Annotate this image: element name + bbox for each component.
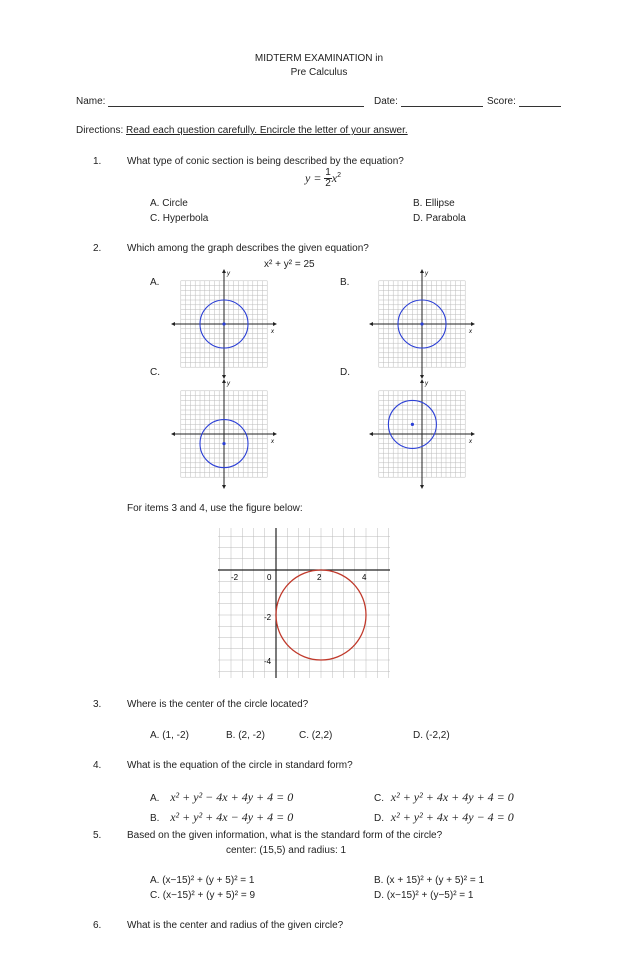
q2-option-d[interactable]: D. <box>340 367 350 378</box>
figure-note: For items 3 and 4, use the figure below: <box>127 503 303 514</box>
graph-a-y-arrow <box>222 269 226 273</box>
q1-equation: y = $\frac{1}{2}$ $x^2$ <box>305 167 342 189</box>
graph-c-x-arrow <box>273 432 277 436</box>
graph-d-y-arrow <box>420 485 424 489</box>
q2-number: 2. <box>93 243 102 254</box>
score-field[interactable] <box>487 96 561 107</box>
q5-number: 5. <box>93 830 102 841</box>
q5-option-d[interactable]: D. (x−15)² + (y−5)² = 1 <box>374 890 474 901</box>
q4-option-c[interactable]: C. x² + y² + 4x + 4y + 4 = 0 <box>374 790 514 804</box>
q3-option-d[interactable]: D. (-2,2) <box>413 730 450 741</box>
q1-option-b[interactable]: B. Ellipse <box>413 198 455 209</box>
graph-d[interactable] <box>368 378 476 490</box>
graph-c[interactable] <box>170 378 278 490</box>
q2-option-b[interactable]: B. <box>340 277 350 288</box>
graph-d-x-arrow <box>471 432 475 436</box>
graph-d-x-arrow <box>369 432 373 436</box>
q4-text: What is the equation of the circle in standard form? <box>127 760 353 771</box>
graph-c-x-arrow <box>171 432 175 436</box>
q1-option-a[interactable]: A. Circle <box>150 198 188 209</box>
date-field[interactable] <box>374 96 483 107</box>
graph-b-y-label: y <box>425 271 428 277</box>
circle-figure <box>218 528 390 678</box>
q3-option-a[interactable]: A. (1, -2) <box>150 730 189 741</box>
q6-number: 6. <box>93 920 102 931</box>
graph-c-y-label: y <box>227 381 230 387</box>
q4-option-a[interactable]: A. x² + y² − 4x + 4y + 4 = 0 <box>150 790 294 804</box>
q4-option-b[interactable]: B. x² + y² + 4x − 4y + 4 = 0 <box>150 810 294 824</box>
graph-b-center-dot <box>420 322 423 325</box>
figure-tick-x-0: 0 <box>267 573 272 582</box>
figure-tick-x-4: 4 <box>362 573 367 582</box>
graph-b-x-arrow <box>369 322 373 326</box>
graph-a-x-arrow <box>171 322 175 326</box>
name-blank <box>108 96 364 107</box>
q5-given: center: (15,5) and radius: 1 <box>226 845 347 856</box>
q3-option-b[interactable]: B. (2, -2) <box>226 730 265 741</box>
q5-option-b[interactable]: B. (x + 15)² + (y + 5)² = 1 <box>374 875 485 886</box>
graph-c-center-dot <box>222 442 225 445</box>
graph-c-x-label: x <box>271 439 274 445</box>
graph-d-center-dot <box>411 423 414 426</box>
graph-c-y-arrow <box>222 485 226 489</box>
q1-option-c[interactable]: C. Hyperbola <box>150 213 209 224</box>
q4-number: 4. <box>93 760 102 771</box>
graph-a[interactable] <box>170 268 278 380</box>
directions-text: Read each question carefully. Encircle the letter of your answer. <box>126 125 408 136</box>
figure-tick-y-neg4: -4 <box>264 657 272 666</box>
directions-label: Directions: <box>76 125 124 136</box>
graph-b-x-label: x <box>469 329 472 335</box>
exam-title: MIDTERM EXAMINATION in <box>254 53 384 64</box>
exam-subject: Pre Calculus <box>290 67 348 78</box>
q4-option-d[interactable]: D. x² + y² + 4x + 4y − 4 = 0 <box>374 810 514 824</box>
q2-option-a[interactable]: A. <box>150 277 160 288</box>
q5-option-a[interactable]: A. (x−15)² + (y + 5)² = 1 <box>150 875 255 886</box>
name-field[interactable] <box>76 96 364 107</box>
score-blank <box>519 96 561 107</box>
q2-equation: x² + y² = 25 <box>264 259 315 270</box>
graph-a-x-label: x <box>271 329 274 335</box>
figure-tick-x-2: 2 <box>317 573 322 582</box>
q2-text: Which among the graph describes the given equation? <box>127 243 369 254</box>
score-label: Score: <box>487 96 516 107</box>
graph-a-x-arrow <box>273 322 277 326</box>
graph-d-y-arrow <box>420 379 424 383</box>
directions <box>76 125 408 136</box>
q5-option-c[interactable]: C. (x−15)² + (y + 5)² = 9 <box>150 890 256 901</box>
graph-a-center-dot <box>222 322 225 325</box>
graph-b-x-arrow <box>471 322 475 326</box>
q3-text: Where is the center of the circle located? <box>127 699 309 710</box>
graph-b-y-arrow <box>420 269 424 273</box>
q1-option-d[interactable]: D. Parabola <box>413 213 466 224</box>
q2-option-c[interactable]: C. <box>150 367 160 378</box>
q3-option-c[interactable]: C. (2,2) <box>299 730 333 741</box>
graph-c-y-arrow <box>222 379 226 383</box>
figure-tick-y-neg2: -2 <box>264 613 272 622</box>
date-label: Date: <box>374 96 398 107</box>
q1-number: 1. <box>93 156 102 167</box>
graph-d-x-label: x <box>469 439 472 445</box>
name-label: Name: <box>76 96 106 107</box>
figure-tick-x-neg2: -2 <box>231 573 239 582</box>
q1-text: What type of conic section is being described by the equation? <box>127 156 404 167</box>
q3-number: 3. <box>93 699 102 710</box>
q6-text: What is the center and radius of the given circle? <box>127 920 344 931</box>
graph-b[interactable] <box>368 268 476 380</box>
q5-text: Based on the given information, what is the standard form of the circle? <box>127 830 443 841</box>
date-blank <box>401 96 483 107</box>
graph-d-y-label: y <box>425 381 428 387</box>
graph-a-y-label: y <box>227 271 230 277</box>
